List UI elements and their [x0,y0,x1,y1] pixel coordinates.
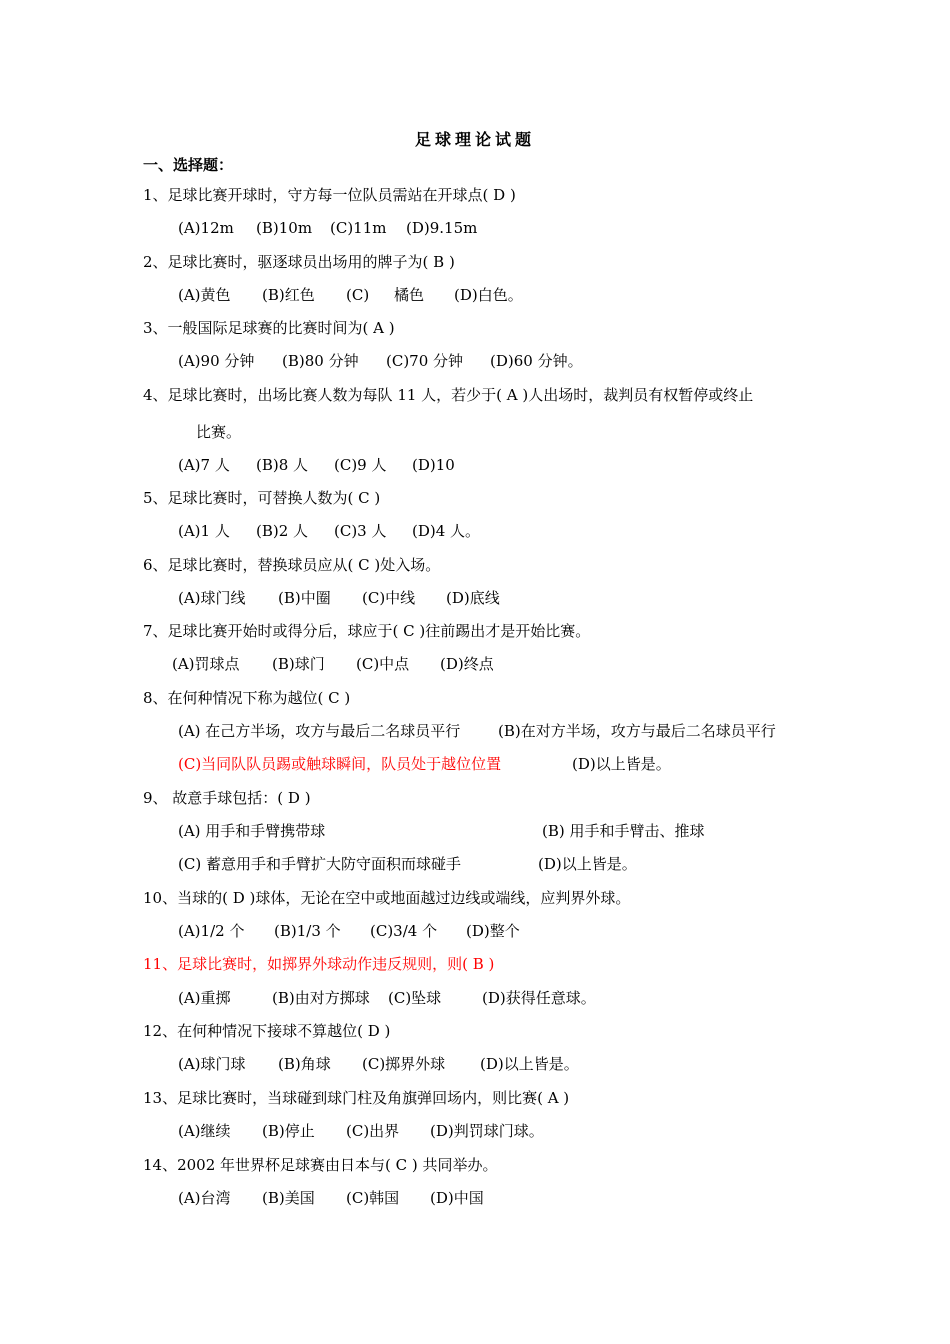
question-6-options [178,588,500,608]
question-13: 13、足球比赛时，当球碰到球门柱及角旗弹回场内，则比赛( A ) [143,1089,570,1107]
question-8: 8、在何种情况下称为越位( C ) [143,689,351,707]
question-11-options [178,988,596,1008]
option-c: (C)9 人 [334,456,387,474]
option-a: (A) 在己方半场，攻方与最后二名球员平行 [178,722,461,740]
question-1-options [178,218,477,238]
question-12-options [178,1054,579,1074]
question-8-options-cd [178,754,671,774]
question-3: 3、一般国际足球赛的比赛时间为( A ) [143,319,395,337]
option-c: (C) [346,286,370,304]
option-d: (D)以上皆是。 [538,855,637,873]
option-a: (A) 用手和手臂携带球 [178,822,326,840]
option-a: (A)台湾 [178,1189,231,1207]
question-6: 6、足球比赛时，替换球员应从( C )处入场。 [143,556,441,574]
option-c: (C) 蓄意用手和手臂扩大防守面积而球碰手 [178,855,461,873]
question-10: 10、当球的( D )球体，无论在空中或地面越过边线或端线，应判界外球。 [143,889,631,907]
question-13-options [178,1121,544,1141]
option-b: (B)10m [256,219,313,237]
option-a: (A)球门球 [178,1055,246,1073]
option-c: (C)掷界外球 [362,1055,446,1073]
question-10-options [178,921,520,941]
question-4: 4、足球比赛时，出场比赛人数为每队 11 人，若少于( A )人出场时，裁判员有权暂停或终止 [143,386,754,404]
question-4-options [178,455,455,475]
option-b: (B)8 人 [256,456,309,474]
option-b: (B)由对方掷球 [272,989,370,1007]
option-a: (A)继续 [178,1122,231,1140]
question-7-options [172,654,494,674]
option-a: (A)罚球点 [172,655,240,673]
option-d: (D)白色。 [454,286,523,304]
option-d: (D)整个 [466,922,520,940]
option-d: (D)10 [412,456,455,474]
option-c: (C)11m [330,219,387,237]
option-a: (A)1/2 个 [178,922,245,940]
question-14: 14、2002 年世界杯足球赛由日本与( C ) 共同举办。 [143,1156,498,1174]
option-d: (D)9.15m [406,219,478,237]
option-d: (D)判罚球门球。 [430,1122,544,1140]
option-b: (B)中圈 [278,589,331,607]
option-c-answer: (C)当同队队员踢或触球瞬间，队员处于越位位置 [178,755,502,773]
option-a: (A)90 分钟 [178,352,255,370]
option-b: (B)1/3 个 [274,922,341,940]
option-a: (A)1 人 [178,522,230,540]
option-d: (D)60 分钟。 [490,352,583,370]
question-1: 1、足球比赛开球时，守方每一位队员需站在开球点( D ) [143,186,516,204]
option-c: (C)韩国 [346,1189,400,1207]
question-8-options-ab [178,721,776,741]
option-b: (B)美国 [262,1189,315,1207]
question-7: 7、足球比赛开始时或得分后，球应于( C )往前踢出才是开始比赛。 [143,622,591,640]
question-4-continued: 比赛。 [196,423,242,441]
option-b: (B)球门 [272,655,325,673]
option-c: (C)出界 [346,1122,400,1140]
question-9-options-cd [178,854,637,874]
option-d: (D)以上皆是。 [480,1055,579,1073]
option-c: (C)坠球 [388,989,442,1007]
option-a: (A)7 人 [178,456,230,474]
option-c: (C)中点 [356,655,410,673]
option-c: (C)中线 [362,589,416,607]
page-title: 足球理论试题 [414,130,535,149]
option-c: (C)3 人 [334,522,387,540]
option-d: (D)4 人。 [412,522,481,540]
option-a: (A)球门线 [178,589,246,607]
option-c: (C)3/4 个 [370,922,438,940]
option-d: (D)获得任意球。 [482,989,596,1007]
question-9-options-ab [178,821,705,841]
option-b: (B)停止 [262,1122,315,1140]
option-a: (A)黄色 [178,286,231,304]
option-c: (C)70 分钟 [386,352,464,370]
option-a: (A)重掷 [178,989,231,1007]
question-5: 5、足球比赛时，可替换人数为( C ) [143,489,381,507]
option-b: (B)角球 [278,1055,331,1073]
option-d: (D)底线 [446,589,500,607]
option-b: (B)在对方半场，攻方与最后二名球员平行 [498,722,776,740]
option-c-text: 橘色 [394,286,425,304]
option-b: (B) 用手和手臂击、推球 [542,822,705,840]
question-14-options [178,1188,484,1208]
option-d: (D)终点 [440,655,494,673]
option-b: (B)2 人 [256,522,309,540]
option-a: (A)12m [178,219,234,237]
option-b: (B)80 分钟 [282,352,359,370]
question-3-options [178,351,583,371]
option-d: (D)以上皆是。 [572,755,671,773]
question-11: 11、足球比赛时，如掷界外球动作违反规则，则( B ) [143,955,495,973]
option-d: (D)中国 [430,1189,484,1207]
option-b: (B)红色 [262,286,315,304]
question-9: 9、 故意手球包括：( D ) [143,789,311,807]
question-12: 12、在何种情况下接球不算越位( D ) [143,1022,391,1040]
question-2-options [178,285,523,305]
question-5-options [178,521,480,541]
question-2: 2、足球比赛时，驱逐球员出场用的牌子为( B ) [143,253,455,271]
section-heading: 一、选择题： [143,156,234,174]
